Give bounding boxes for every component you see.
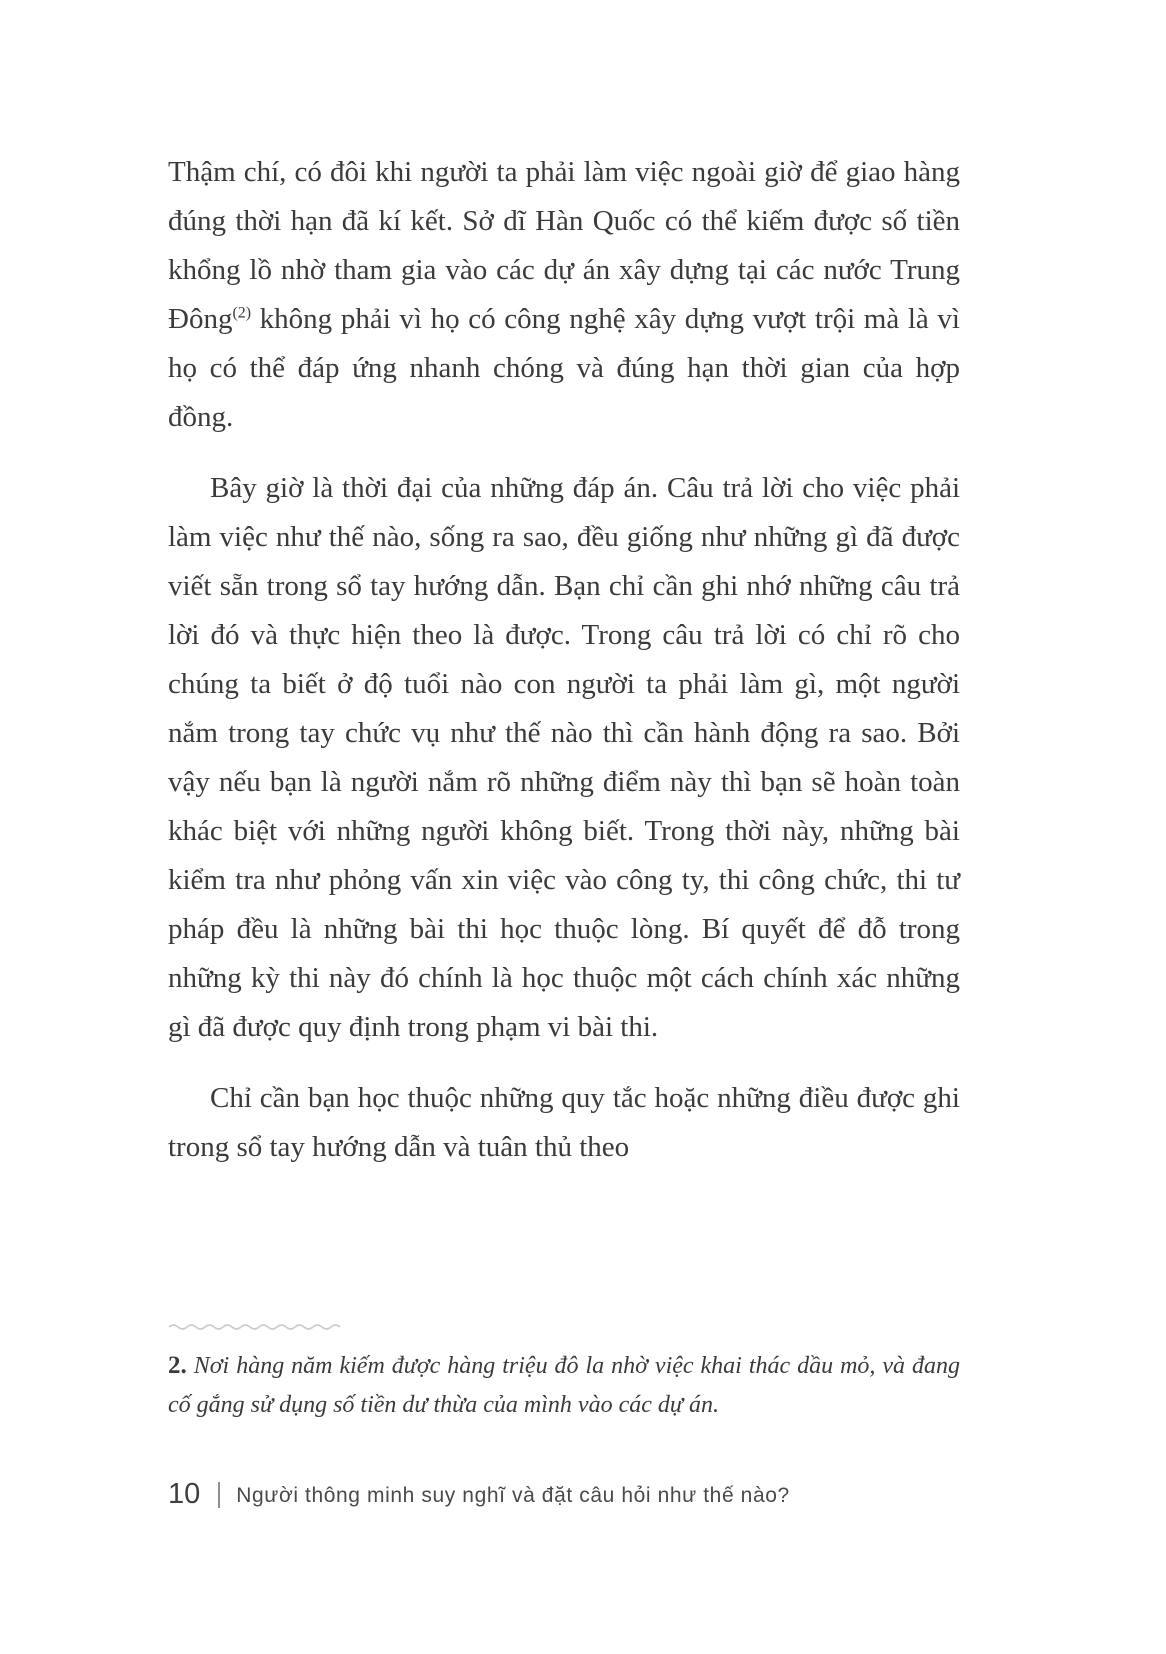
footer-divider (218, 1482, 220, 1508)
footnote-area (168, 1322, 960, 1425)
footnote-separator-squiggle (168, 1322, 346, 1332)
footnote-ref: (2) (232, 304, 252, 322)
paragraph (168, 148, 960, 442)
paragraph: Bây giờ là thời đại của những đáp án. Câu trả lời cho việc phải làm việc như thế nào, sống ra sao, đều giống như những gì đã được viết sẵn trong sổ tay hướng dẫn. Bạn chỉ cần ghi nhớ những câu trả lời đó và thực hiện theo là được. Trong câu trả lời có chỉ rõ cho chúng ta biết ở độ tuổi nào con người ta phải làm gì, một người nắm trong tay chức vụ như thế nào thì cần hành động ra sao. Bởi vậy nếu bạn là người nắm rõ những điểm này thì bạn sẽ hoàn toàn khác biệt với những người không biết. Trong thời này, những bài kiểm tra như phỏng vấn xin việc vào công ty, thi công chức, thi tư pháp đều là những bài thi học thuộc lòng. Bí quyết để đỗ trong những kỳ thi này đó chính là học thuộc một cách chính xác những gì đã được quy định trong phạm vi bài thi. (168, 472, 960, 1043)
paragraph: Chỉ cần bạn học thuộc những quy tắc hoặc những điều được ghi trong sổ tay hướng dẫn và tuân thủ theo (168, 1082, 960, 1163)
footnote-number: 2. (168, 1352, 187, 1379)
page-content (168, 148, 960, 1194)
page-footer (168, 1478, 960, 1511)
footer-running-title: Người thông minh suy nghĩ và đặt câu hỏi như thế nào? (236, 1484, 790, 1507)
footnote (168, 1346, 960, 1425)
paragraph-text: Thậm chí, có đôi khi người ta phải làm việc ngoài giờ để giao hàng đúng thời hạn đã kí kết. Sở dĩ Hàn Quốc có thể kiếm được số tiền khổng lồ nhờ tham gia vào các dự án xây dựng tại các nước Trung Đông (168, 156, 960, 335)
footnote-text: Nơi hàng năm kiếm được hàng triệu đô la nhờ việc khai thác dầu mỏ, và đang cố gắng sử dụng số tiền dư thừa của mình vào các dự án. (168, 1353, 961, 1418)
paragraph-text: không phải vì họ có công nghệ xây dựng vượt trội mà là vì họ có thể đáp ứng nhanh chóng và đúng hạn thời gian của hợp đồng. (168, 303, 960, 433)
page-number: 10 (168, 1478, 201, 1510)
